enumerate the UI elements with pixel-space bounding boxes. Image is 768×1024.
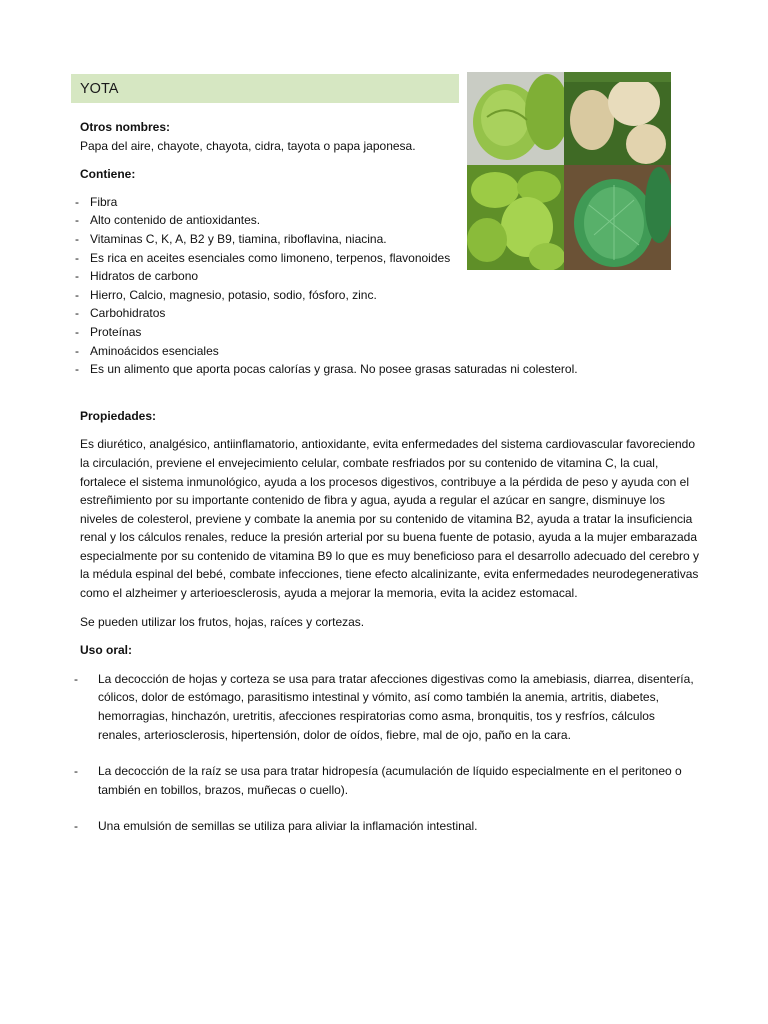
list-item: - Fibra bbox=[80, 193, 700, 212]
list-item: - Es un alimento que aporta pocas calorías y grasa. No posee grasas saturadas ni colesterol. bbox=[80, 360, 700, 379]
partes-usadas-text: Se pueden utilizar los frutos, hojas, raíces y cortezas. bbox=[80, 614, 365, 629]
uso-oral-list bbox=[80, 670, 700, 836]
list-item: - Vitaminas C, K, A, B2 y B9, tiamina, riboflavina, niacina. bbox=[80, 230, 700, 249]
list-item: - Es rica en aceites esenciales como limoneno, terpenos, flavonoides bbox=[80, 249, 470, 268]
list-item: - La decocción de hojas y corteza se usa para tratar afecciones digestivas como la amebiasis, diarrea, disentería, cólicos, dolor de estómago, parasitismo intestinal y vómito, así como también la anemia, artritis, diabetes, hemorragias, hinchazón, uretritis, afecciones respiratorias como asma, bronquitis, tos y resfríos, cálculos renales, arteriosclerosis, hipertensión, dolor de oídos, fiebre, mal de ojo, paño en la cara. bbox=[80, 670, 700, 744]
page-title: YOTA bbox=[71, 74, 459, 103]
contiene-heading: Contiene: bbox=[80, 167, 136, 182]
list-item: - La decocción de la raíz se usa para tratar hidropesía (acumulación de líquido especialmente en el peritoneo o también en tobillos, brazos, muñecas o cuello). bbox=[80, 762, 700, 799]
propiedades-text: Es diurético, analgésico, antiinflamatorio, antioxidante, evita enfermedades del sistema cardiovascular favoreciendo la circulación, previene el envejecimiento celular, combate resfriados por su contenido de vitamina C, la cual, fortalece el sistema inmunológico, ayuda a los procesos digestivos, contribuye a la pérdida de peso y ayuda con el estreñimiento por su importante contenido de fibra y agua, ayuda a regular el azúcar en sangre, disminuye los niveles de colesterol, previene y combate la anemia por su contenido de vitamina B2, ayuda a tratar la insuficiencia renal y los cálculos renales, reduce la presión arterial por su buena fuente de potasio, ayuda a la mujer embarazada especialmente por su contenido de vitamina B9 lo que es muy beneficioso para el desarrollo adecuado del cerebro y la médula espinal del bebé, combate infecciones, tiene efecto alcalinizante, evita enfermedades neurodegenerativas como el alzheimer y arterioesclerosis, ayuda a mejorar la memoria, evita la acidez estomacal. bbox=[80, 437, 700, 601]
otros-nombres-heading: Otros nombres: bbox=[80, 120, 171, 134]
propiedades-heading: Propiedades: bbox=[80, 408, 157, 423]
otros-nombres-text: Papa del aire, chayote, chayota, cidra, tayota o papa japonesa. bbox=[80, 138, 416, 153]
list-item: - Una emulsión de semillas se utiliza para aliviar la inflamación intestinal. bbox=[80, 817, 700, 836]
uso-oral-heading: Uso oral: bbox=[80, 643, 133, 658]
document-body bbox=[80, 118, 700, 836]
list-item: - Aminoácidos esenciales bbox=[80, 342, 700, 361]
contiene-list bbox=[80, 193, 700, 379]
list-item: - Alto contenido de antioxidantes. bbox=[80, 211, 700, 230]
list-item: - Carbohidratos bbox=[80, 304, 700, 323]
list-item: - Proteínas bbox=[80, 323, 700, 342]
list-item: - Hidratos de carbono bbox=[80, 267, 700, 286]
list-item: - Hierro, Calcio, magnesio, potasio, sodio, fósforo, zinc. bbox=[80, 286, 700, 305]
